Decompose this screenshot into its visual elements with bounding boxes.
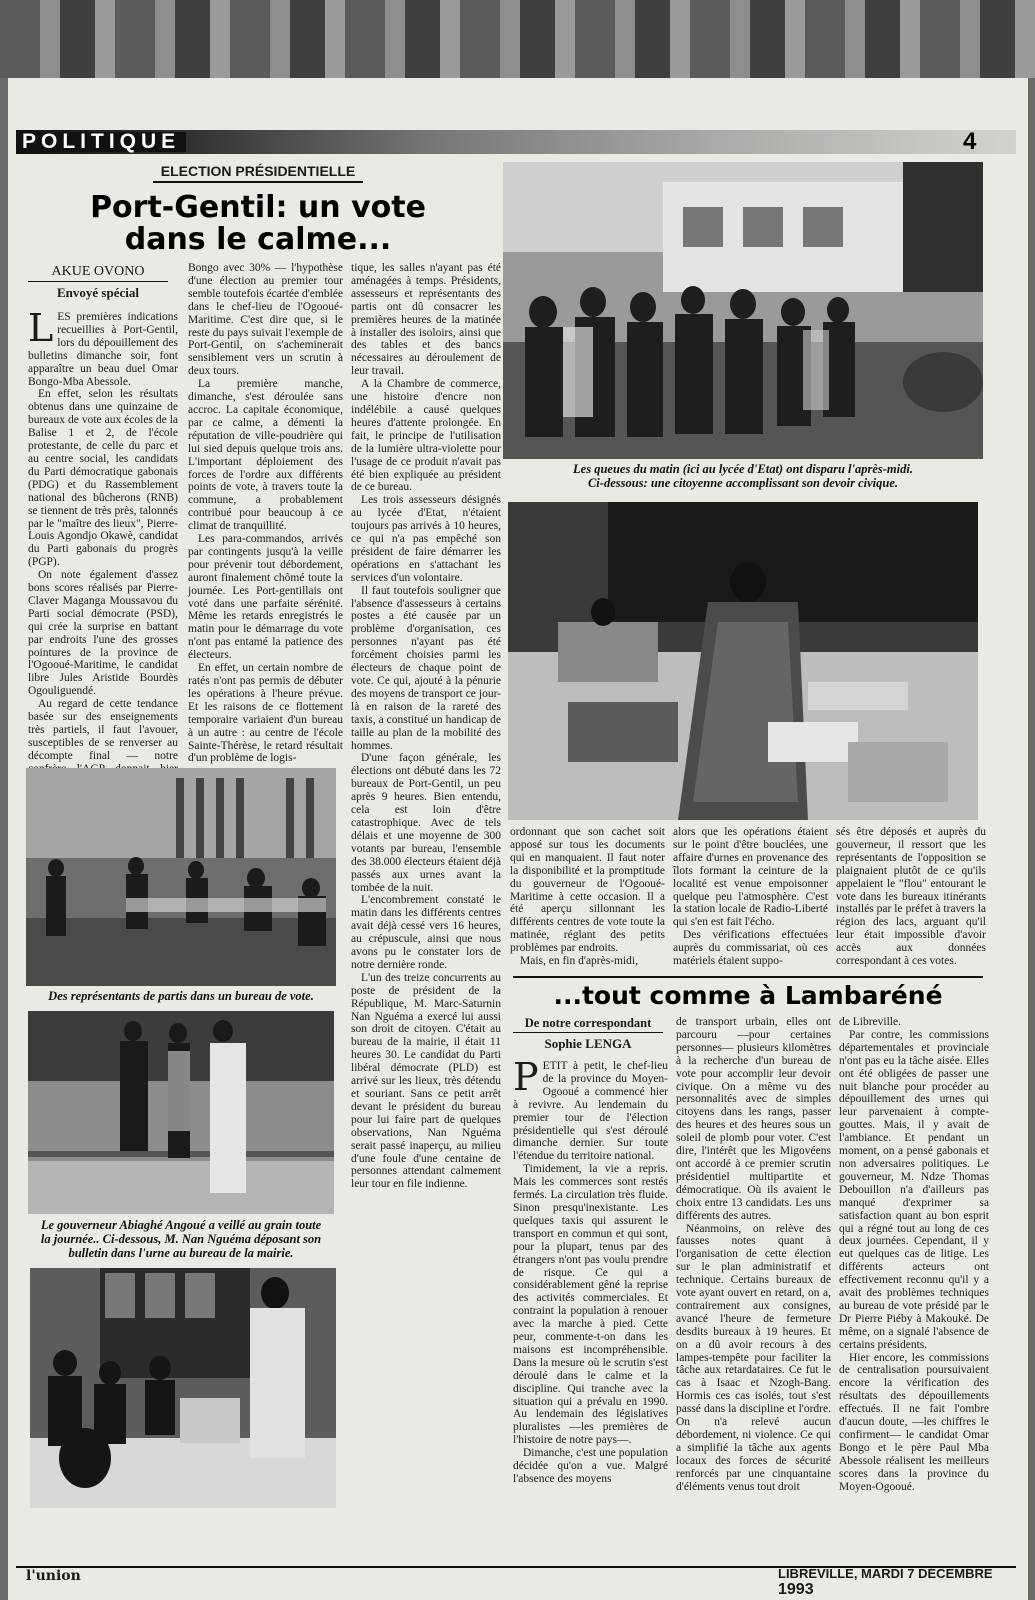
paragraph: tique, les salles n'ayant pas été aménagées à temps. Présidents, assesseurs et représentants des partis ont dû consacrer les premières heures de la matinée à installer des isoloirs, ainsi que des tables et des bancs nécessaires au déroulement de leur travail. [351, 262, 501, 378]
article2-column-1 [513, 1055, 668, 1486]
paragraph: de transport urbain, elles ont parcouru —pour certaines personnes— plusieurs kilomètres à la recherche d'un bureau de vote pour accomplir leur devoir civique. On a même vu des personnalités avec de simples citoyens dans les rangs, passer des heures et des heures sous un soleil de plomb pour voter. C'est dire, l'intérêt que les Migovéens ont accordé à ce premier scrutin présidentiel multipartite et démocratique. Où ils avaient le choix entre 13 candidats. Les uns différents des autres. [676, 1016, 831, 1222]
photo-citizen-voting [508, 502, 978, 820]
paragraph: Timidement, la vie a repris. Mais les commerces sont restés fermés. La circulation très fluide. Sinon presqu'inexistante. Les quelques taxis qui assurent le transport en commun et qui sont, pour la plupart, tenus par des étrangers n'ont pas voulu prendre de risque. Ce qui a considérablement gêné la reprise des activités commerciales. Et contraint la population à renouer avec la marche à pied. Cette peur, commente-t-on dans les maisons est incompréhensible. Dans la mesure où le scrutin s'est déroulé dans le calme et la discipline. Qui tranche avec la situation qui a prévalu en 1990. Au lendemain des législatives pluralistes —les premières de l'histoire de notre pays—. [513, 1163, 668, 1447]
paragraph: PETIT à petit, le chef-lieu de la province du Moyen-Ogooué a commencé hier à revivre. Au lendemain du premier tour de l'élection présidentielle qui s'est déroulé dimanche dernier. Sur toute l'étendue du territoire national. [513, 1055, 668, 1163]
paragraph: Il faut toutefois souligner que l'absence d'assesseurs à certains postes a été causée par un problème d'organisation, ces personnes n'ayant pas été forcément choisies parmi les électeurs de chaque point de vote. Ce qui, ajouté à la pénurie des moyens de transport ce jour-là en raison de la rareté des taxis, a constitué un handicap de taille au plan de la mobilité des hommes. [351, 584, 501, 752]
article1-column-1 [28, 306, 178, 814]
photo-governor [28, 1011, 334, 1214]
paragraph: ordonnant que son cachet soit apposé sur tous les documents qui en manquaient. Il faut noter la disponibilité et la promptitude du gouverneur de l'Ogooué-Maritime à cette occasion. Il a été aperçu sillonnant les différents centres de vote toute la matinée, réglant des petits problèmes par endroits. [510, 826, 665, 955]
dateline [778, 1566, 1028, 1599]
paragraph: Dimanche, c'est une population décidée qu'on a vue. Malgré l'absence des moyens [513, 1447, 668, 1485]
paragraph: La première manche, dimanche, s'est déroulée sans accroc. La capitale économique, par ce calme, a démenti la réputation de ville-poudrière qui lui sied depuis quelque trois ans. L'important déploiement des forces de l'ordre aux différents points de vote, à travers toute la commune, a probablement contribué pour beaucoup à ce climat de tranquillité. [188, 378, 343, 533]
article2-column-2 [676, 1016, 831, 1494]
article1-column-4 [510, 826, 665, 968]
photo-nan-nguema-voting [30, 1268, 336, 1508]
paragraph: alors que les opérations étaient sur le point d'être bouclées, une affaire d'urnes en provenance des îlots formant la ceinture de la localité est venue empoisonner quelque peu l'atmosphère. C'est la station locale de Radio-Liberté qui s'en est fait l'écho. [673, 826, 828, 929]
article2-byline-author: Sophie LENGA [544, 1036, 632, 1051]
paragraph: sés être déposés et auprès du gouverneur, il ressort que les représentants de l'opposition se plaignaient plutôt de ce qu'ils appelaient le "flou" entourant le vote dans les bureaux itinérants installés par le préfet à travers la région des lacs, arguant qu'il leur était impossible d'avoir accès aux données correspondant à ces votes. [836, 826, 986, 968]
paragraph: D'une façon générale, les élections ont débuté dans les 72 bureaux de Port-Gentil, un peu après 9 heures. Bien entendu, cela est loin d'être catastrophique. Avec de tels délais et une moyenne de 300 votants par bureau, l'ensemble des 38.000 électeurs étaient déjà passés aux urnes avant la tombée de la nuit. [351, 752, 501, 894]
article1-column-2 [188, 262, 343, 765]
paragraph: On note également d'assez bons scores réalisés par Pierre-Claver Maganga Moussavou du Parti social démocrate (PSD), qui crée la surprise en battant par endroits l'une des grosses pointures de la province de l'Ogooué-Maritime, le candidat libre Jules Aristide Bourdès Ogouliguendé. [28, 569, 178, 698]
scan-top-band [0, 0, 1035, 78]
paragraph: A la Chambre de commerce, une histoire d'encre non indélébile a causé quelques heures d'attente prolongée. En fait, le principe de l'utilisation de la lumière ultra-violette pour l'usage de ce produit n'avait pas été bien expliquée au président de ce bureau. [351, 378, 501, 494]
paragraph: Mais, en fin d'après-midi, [520, 955, 639, 968]
article1-column-5 [673, 826, 828, 968]
paragraph: Bongo avec 30% — l'hypothèse d'une élection au premier tour semble toutefois écartée d'emblée dans le chef-lieu de l'Ogooué-Maritime. C'est dire que, si le reste du pays suivait l'exemple de Port-Gentil, on s'acheminerait sensiblement vers un scrutin à deux tours. [188, 262, 344, 378]
article-headline [68, 192, 448, 255]
article-byline [28, 264, 168, 301]
article1-column-3 [351, 262, 501, 1191]
page-number: 4 [963, 128, 977, 155]
article1-column-6 [836, 826, 986, 968]
drop-cap: P [513, 1055, 539, 1099]
paragraph: LES premières indications recueillies à Port-Gentil, lors du dépouillement des bulletins dimanche soir, font apparaître un beau duel Omar Bongo-Mba Abessole. [28, 306, 178, 388]
dateline-text: LIBREVILLE, MARDI 7 DÉCEMBRE [778, 1566, 993, 1581]
headline-line-2: dans le calme... [124, 221, 392, 257]
photo-governor-caption: Le gouverneur Abiaghé Angoué a veillé au grain toute la journée.. Ci-dessous, M. Nan Nguéma déposant son bulletin dans l'urne au bureau de la mairie. [40, 1218, 322, 1260]
paragraph: L'encombrement constaté le matin dans les différents centres avait déjà cessé vers 16 heures, au crépuscule, ainsi que nous avons pu le constater lors de notre dernière ronde. [351, 894, 501, 971]
paragraph: En effet, selon les résultats obtenus dans une quinzaine de bureaux de vote aux écoles de la Balise 1 et 2, de l'école protestante, de celle du parc et au centre social, les candidats du Parti démocratique gabonais (PDG) et du Rassemblement national des bûcherons (RNB) se tiennent de très près, talonnés par le "maître des lieux", Pierre-Louis Agondjo Okawè, candidat du Parti gabonais du progrès (PGP). [28, 388, 178, 569]
byline-author: AKUE OVONO [28, 264, 168, 282]
photo-voting-queue [503, 162, 983, 459]
paragraph: Néanmoins, on relève des fausses notes quant à l'organisation de cette élection sur le plan administratif et technique. Certains bureaux de vote ayant ouvert en retard, on a, contrairement aux consignes, avancé l'heure de fermeture desdits bureaux à 19 heures. Et on a dû avoir recours à des lampes-tempête pour faciliter la tâche aux retardataires. Ce fut le cas à Isaac et Nzogh-Bang. Hormis ces cas isolés, tout s'est passé dans la discipline et l'ordre. On n'a relevé aucun débordement, ni violence. Ce qui a simplifié la tâche aux agents locaux des forces de sécurité renforcés par une cinquantaine d'éléments venus tout droit [676, 1222, 831, 1493]
article2-byline [513, 1016, 663, 1052]
article2-top-rule [513, 976, 983, 978]
paragraph: Au regard de cette tendance basée sur des enseignements très partiels, il faut l'avouer, susceptibles de se renverser au décompte final — notre [28, 698, 178, 762]
paragraph: En effet, un certain nombre de ratés n'ont pas permis de débuter les opérations à l'heure prévue. Et les raisons de ce flottement temporaire variaient d'un bureau à un autre : au centre de l'école Sainte-Thérèse, le retard résultait d'un problème de logis- [188, 662, 343, 765]
paragraph: Hier encore, les commissions de centralisation poursuivaient encore la vérification des résultats des dépouillements effectués. Il ne fait l'ombre d'aucun doute, —les chiffres le confirment— le candidat Omar Bongo et le père Paul Mba Abessole réalisent les meilleurs scores dans la province du Moyen-Ogooué. [839, 1351, 989, 1493]
photo-voting-queue-caption: Les queues du matin (ici au lycée d'Etat) ont disparu l'après-midi. Ci-dessous: une citoyenne accomplissant son devoir civique. [573, 462, 913, 490]
article-rubric: ELECTION PRÉSIDENTIELLE [153, 163, 363, 183]
section-label: POLITIQUE [18, 132, 186, 152]
paragraph: Les para-commandos, arrivés par contingents jusqu'à la veille pour prévenir tout débordement, auront finalement chômé toute la journée. Les Port-gentillais ont voté dans une parfaite sérénité. Même les retards enregistrés le matin pour le démarrage du vote n'ont pas entamé la patience des électeurs. [188, 533, 343, 662]
paragraph: Des vérifications effectuées auprès du commissariat, où ces matériels étaient suppo- [673, 929, 828, 968]
photo-party-representatives [26, 768, 336, 986]
photo-party-representatives-caption: Des représentants de partis dans un bureau de vote. [48, 989, 314, 1003]
byline-role: Envoyé spécial [57, 285, 139, 300]
newspaper-name: l'union [26, 1568, 81, 1584]
paragraph: Les trois assesseurs désignés au lycée d'Etat, n'étaient toujours pas arrivés à 10 heures, ce qui n'a pas empêché son président de faire démarrer les opérations en s'attachant les services d'un volontaire. [351, 494, 501, 584]
paragraph: L'un des treize concurrents au poste de président de la République, M. Marc-Saturnin Nan Nguéma a exercé lui aussi son droit de citoyen. C'était au bureau de la mairie, il était 11 heures 30. Le candidat du Parti libéral démocrate (PLD) est arrivé sur les lieux, très détendu et souriant. Sans ce petit arrêt devant le président du bureau pour lui faire part de quelques observations, Nan Nguéma serait passé inaperçu, au milieu d'une foule d'une centaine de personnes attendant calmement leur tour en file indienne. [351, 971, 501, 1191]
article2-byline-role: De notre correspondant [513, 1016, 663, 1033]
article2-column-3 [839, 1016, 989, 1494]
paragraph: Par contre, les commissions départementales et provinciale n'ont pas eu la tâche aisée. Elles ont été obligées de passer une nuit blanche pour procéder au dépouillement des urnes qui leur parvenaient à compte-gouttes. Mais, il y avait de l'ambiance. Et pendant un moment, on a pensé gabonais et non adversaires politiques. Le gouverneur, M. Ndze Thomas Debouillon n'a d'ailleurs pas manqué d'exprimer sa satisfaction quant au bon esprit qui a régné tout au long de ces deux journées. Cependant, il y eut quelques cas de litige. Les différents acteurs ont effectivement reconnu qu'il y a avait des problèmes techniques au bureau de vote présidé par le Dr Pierre Piéby à Makouké. De même, on a signalé l'absence de certains présidents. [839, 1028, 989, 1351]
headline-line-1: Port-Gentil: un vote [90, 190, 426, 225]
article2-headline: ...tout comme à Lambaréné [553, 981, 943, 1010]
newspaper-page [8, 78, 1028, 1600]
paragraph: de Libreville. [839, 1016, 901, 1028]
drop-cap: L [28, 306, 54, 350]
dateline-year: 1993 [778, 1581, 814, 1598]
